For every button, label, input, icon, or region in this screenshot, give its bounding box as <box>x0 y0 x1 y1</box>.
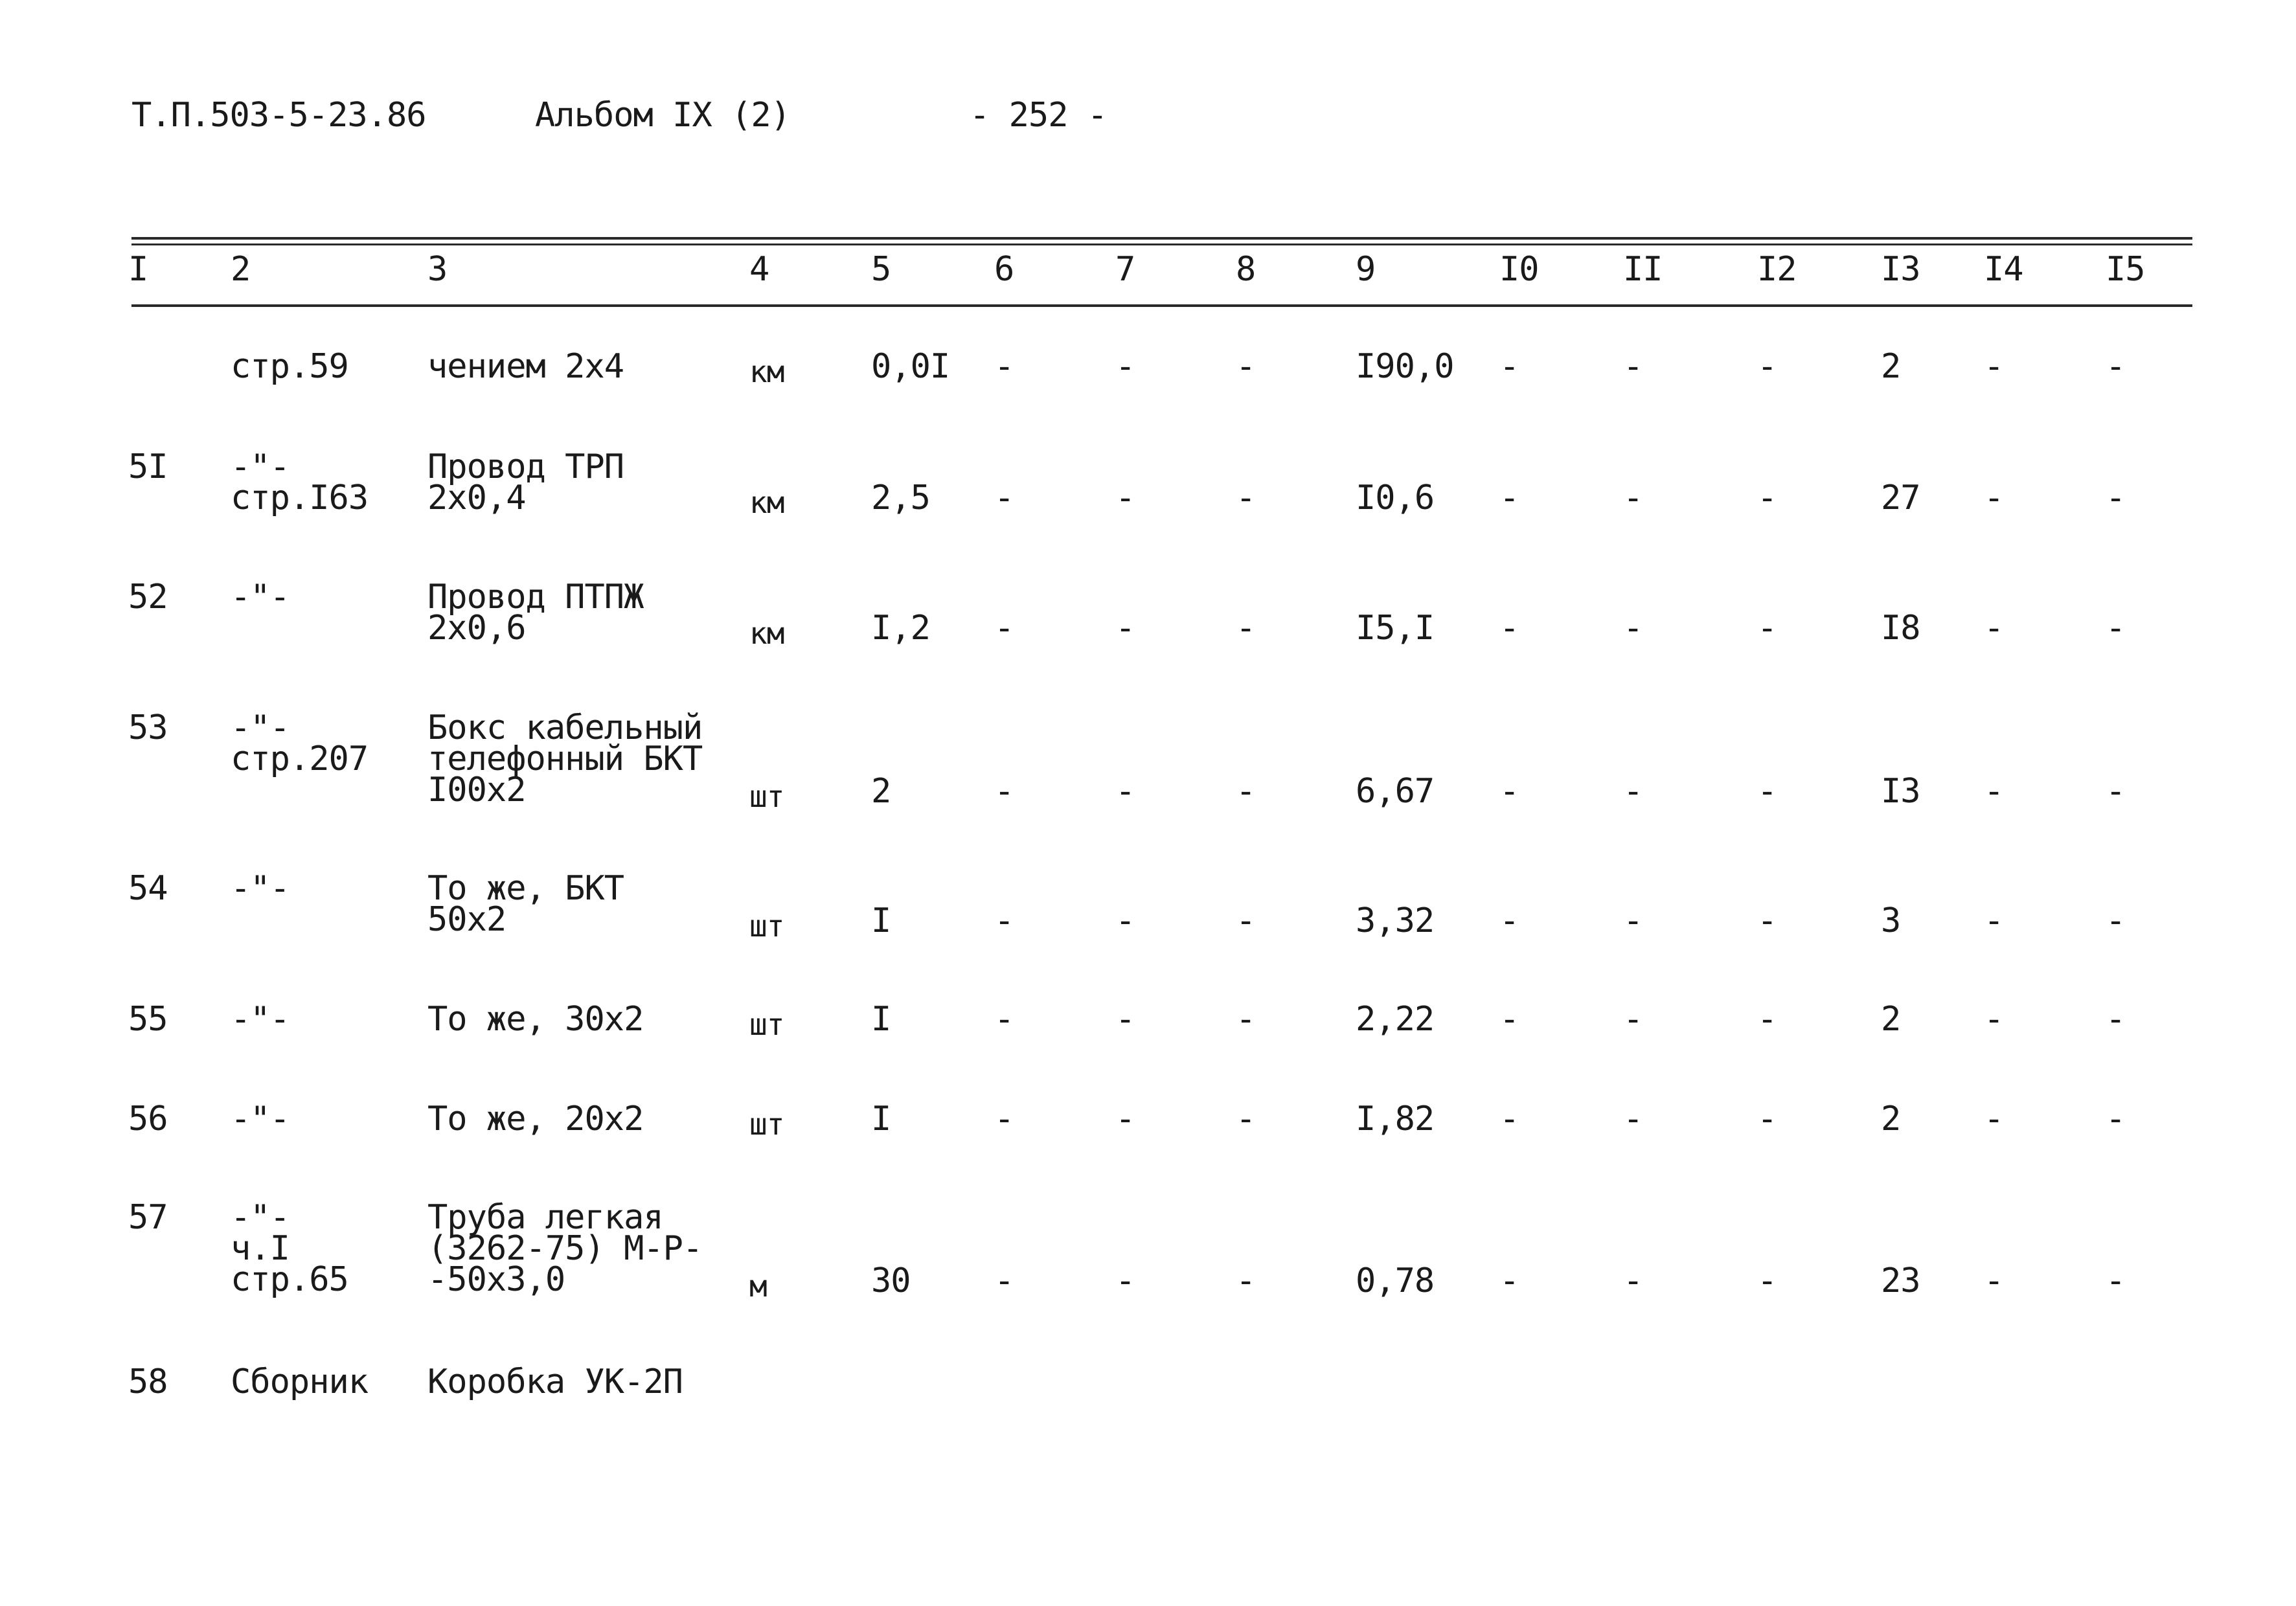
row-reference: ч.I <box>231 1229 290 1268</box>
row-item-name: 50х2 <box>427 900 506 939</box>
row-col-8: - <box>1236 1261 1256 1300</box>
row-col-13: 2 <box>1881 1000 1901 1039</box>
row-col-9: I90,0 <box>1356 347 1454 386</box>
row-quantity: 2,5 <box>871 479 930 517</box>
row-col-14: - <box>1984 772 2004 811</box>
row-unit: шт <box>749 1107 784 1142</box>
row-col-13: 2 <box>1881 1100 1901 1138</box>
column-header: II <box>1623 250 1663 289</box>
row-unit: шт <box>749 779 784 814</box>
row-quantity: 0,0I <box>871 347 950 386</box>
column-header: 3 <box>427 250 448 289</box>
row-col-14: - <box>1984 1100 2004 1138</box>
row-number: 57 <box>128 1198 168 1237</box>
row-col-7: - <box>1115 609 1135 648</box>
row-reference: стр.207 <box>231 740 369 778</box>
row-reference: стр.I63 <box>231 479 369 517</box>
row-col-9: 3,32 <box>1356 901 1435 940</box>
row-col-14: - <box>1984 901 2004 940</box>
column-header: 4 <box>749 250 769 289</box>
row-quantity: 2 <box>871 772 891 811</box>
row-col-12: - <box>1757 479 1777 517</box>
row-col-12: - <box>1757 347 1777 386</box>
row-reference: Сборник <box>231 1363 369 1401</box>
row-reference: стр.59 <box>231 347 348 386</box>
row-col-15: - <box>2106 772 2126 811</box>
row-col-9: I,82 <box>1356 1100 1435 1138</box>
row-col-9: 0,78 <box>1356 1261 1435 1300</box>
column-header: 5 <box>871 250 891 289</box>
table-top-rule-second <box>131 243 2192 245</box>
row-col-10: - <box>1499 772 1519 811</box>
row-col-11: - <box>1623 609 1643 648</box>
row-item-name: Коробка УК-2П <box>427 1363 683 1401</box>
row-col-6: - <box>994 1261 1014 1300</box>
row-col-7: - <box>1115 1100 1135 1138</box>
row-col-8: - <box>1236 901 1256 940</box>
column-header: I4 <box>1984 250 2023 289</box>
row-col-6: - <box>994 1100 1014 1138</box>
column-header: I0 <box>1499 250 1539 289</box>
row-unit: км <box>749 354 784 389</box>
row-item-name: То же, 30х2 <box>427 1000 644 1039</box>
row-col-15: - <box>2106 1261 2126 1300</box>
row-col-15: - <box>2106 347 2126 386</box>
row-col-6: - <box>994 479 1014 517</box>
row-item-name: Провод ТРП <box>427 447 624 486</box>
row-number: 53 <box>128 708 168 747</box>
row-col-14: - <box>1984 1261 2004 1300</box>
row-item-name: 2х0,6 <box>427 609 526 648</box>
row-col-13: I8 <box>1881 609 1920 648</box>
row-number: 58 <box>128 1363 168 1401</box>
row-col-14: - <box>1984 1000 2004 1039</box>
column-header: I <box>128 250 148 289</box>
row-col-12: - <box>1757 609 1777 648</box>
row-col-11: - <box>1623 1261 1643 1300</box>
row-unit: шт <box>749 1007 784 1042</box>
row-col-9: 6,67 <box>1356 772 1435 811</box>
row-col-12: - <box>1757 1261 1777 1300</box>
row-col-7: - <box>1115 479 1135 517</box>
row-col-11: - <box>1623 347 1643 386</box>
row-col-7: - <box>1115 1000 1135 1039</box>
row-col-15: - <box>2106 609 2126 648</box>
row-col-10: - <box>1499 1000 1519 1039</box>
row-item-name: Провод ПТПЖ <box>427 578 644 616</box>
row-col-8: - <box>1236 609 1256 648</box>
row-col-14: - <box>1984 347 2004 386</box>
row-reference: -"- <box>231 1000 290 1039</box>
row-col-14: - <box>1984 479 2004 517</box>
row-col-7: - <box>1115 1261 1135 1300</box>
row-quantity: I,2 <box>871 609 930 648</box>
row-col-11: - <box>1623 479 1643 517</box>
row-col-9: 2,22 <box>1356 1000 1435 1039</box>
row-col-11: - <box>1623 772 1643 811</box>
row-reference: -"- <box>231 869 290 908</box>
row-item-name: То же, БКТ <box>427 869 624 908</box>
row-col-15: - <box>2106 1100 2126 1138</box>
album-title: Альбом IX (2) <box>535 96 790 135</box>
row-number: 54 <box>128 869 168 908</box>
row-col-8: - <box>1236 479 1256 517</box>
row-col-15: - <box>2106 479 2126 517</box>
column-header: 9 <box>1356 250 1376 289</box>
row-col-12: - <box>1757 1000 1777 1039</box>
row-col-9: I5,I <box>1356 609 1435 648</box>
table-top-rule <box>131 237 2192 240</box>
column-header: I5 <box>2106 250 2145 289</box>
row-quantity: 30 <box>871 1261 911 1300</box>
row-unit: км <box>749 485 784 520</box>
row-reference: -"- <box>231 578 290 616</box>
row-col-6: - <box>994 609 1014 648</box>
row-item-name: телефонный БКТ <box>427 740 703 778</box>
page-number: - 252 - <box>970 96 1108 135</box>
document-code: Т.П.503-5-23.86 <box>131 96 426 135</box>
row-number: 52 <box>128 578 168 616</box>
row-col-10: - <box>1499 609 1519 648</box>
row-quantity: I <box>871 1100 891 1138</box>
row-col-10: - <box>1499 1100 1519 1138</box>
row-col-6: - <box>994 1000 1014 1039</box>
row-col-8: - <box>1236 347 1256 386</box>
row-col-10: - <box>1499 1261 1519 1300</box>
row-unit: км <box>749 616 784 651</box>
row-number: 56 <box>128 1100 168 1138</box>
column-header: 8 <box>1236 250 1256 289</box>
row-item-name: 2х0,4 <box>427 479 526 517</box>
row-col-12: - <box>1757 772 1777 811</box>
row-col-7: - <box>1115 901 1135 940</box>
row-number: 5I <box>128 447 168 486</box>
column-header: 2 <box>231 250 251 289</box>
row-item-name: I00х2 <box>427 771 526 809</box>
table-header-rule <box>131 304 2192 307</box>
row-col-7: - <box>1115 772 1135 811</box>
row-col-13: 3 <box>1881 901 1901 940</box>
row-number: 55 <box>128 1000 168 1039</box>
row-col-8: - <box>1236 1100 1256 1138</box>
row-col-15: - <box>2106 901 2126 940</box>
row-col-11: - <box>1623 1000 1643 1039</box>
row-reference: -"- <box>231 1100 290 1138</box>
column-header: 7 <box>1115 250 1135 289</box>
row-item-name: Бокс кабельный <box>427 708 703 747</box>
row-reference: -"- <box>231 708 290 747</box>
row-col-13: 23 <box>1881 1261 1920 1300</box>
row-col-8: - <box>1236 1000 1256 1039</box>
row-col-13: 27 <box>1881 479 1920 517</box>
row-col-10: - <box>1499 347 1519 386</box>
row-col-6: - <box>994 772 1014 811</box>
row-item-name: -50х3,0 <box>427 1260 565 1299</box>
column-header: 6 <box>994 250 1014 289</box>
row-quantity: I <box>871 901 891 940</box>
row-col-12: - <box>1757 901 1777 940</box>
row-col-13: 2 <box>1881 347 1901 386</box>
row-col-10: - <box>1499 479 1519 517</box>
row-col-13: I3 <box>1881 772 1920 811</box>
column-header: I2 <box>1757 250 1797 289</box>
row-col-6: - <box>994 901 1014 940</box>
row-reference: -"- <box>231 447 290 486</box>
row-unit: м <box>749 1269 767 1304</box>
row-col-12: - <box>1757 1100 1777 1138</box>
row-quantity: I <box>871 1000 891 1039</box>
column-header: I3 <box>1881 250 1920 289</box>
row-col-11: - <box>1623 901 1643 940</box>
row-col-15: - <box>2106 1000 2126 1039</box>
row-item-name: чением 2х4 <box>427 347 624 386</box>
row-item-name: То же, 20х2 <box>427 1100 644 1138</box>
row-col-6: - <box>994 347 1014 386</box>
row-item-name: Труба легкая <box>427 1198 663 1237</box>
row-unit: шт <box>749 909 784 944</box>
row-col-8: - <box>1236 772 1256 811</box>
row-col-9: I0,6 <box>1356 479 1435 517</box>
row-col-10: - <box>1499 901 1519 940</box>
row-item-name: (3262-75) М-Р- <box>427 1229 703 1268</box>
row-reference: -"- <box>231 1198 290 1237</box>
row-col-11: - <box>1623 1100 1643 1138</box>
row-reference: стр.65 <box>231 1260 348 1299</box>
row-col-14: - <box>1984 609 2004 648</box>
row-col-7: - <box>1115 347 1135 386</box>
